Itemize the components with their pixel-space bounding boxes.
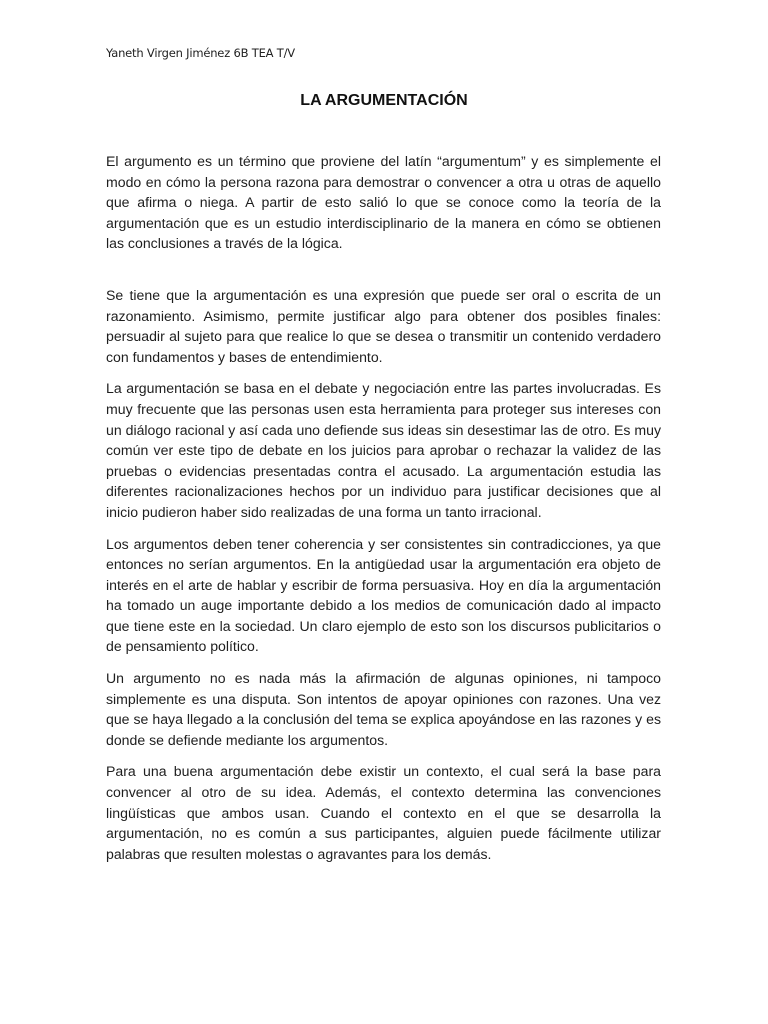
document-title: LA ARGUMENTACIÓN [300, 92, 468, 109]
author-line: Yaneth Virgen Jiménez 6B TEA T/V [106, 46, 295, 60]
paragraph-1: El argumento es un término que proviene del latín “argumentum” y es simplemente el modo en cómo la persona razona para demostrar o convencer a otra u otras de aquello que afirma o niega. A partir de esto salió lo que se conoce como la teoría de la argumentación que es un estudio interdisciplinario de la manera en cómo se obtienen las conclusiones a través de la lógica. [106, 153, 661, 252]
paragraph-6: Para una buena argumentación debe existir un contexto, el cual será la base para convencer al otro de su idea. Además, el contexto determina las convenciones lingüísticas que ambos usan. Cuando el contexto en el que se desarrolla la argumentación, no es común a sus participantes, alguien puede fácilmente utilizar palabras que resulten molestas o agravantes para los demás. [106, 763, 661, 862]
paragraph-3: La argumentación se basa en el debate y negociación entre las partes involucradas. Es muy frecuente que las personas usen esta herramienta para proteger sus intereses con un diálogo racional y así cada uno defiende sus ideas sin desestimar las de otro. Es muy común ver este tipo de debate en los juicios para aprobar o rechazar la validez de las pruebas o evidencias presentadas contra el acusado. La argumentación estudia las diferentes racionalizaciones hechos por un individuo para justificar decisiones que al inicio pudieron haber sido realizadas de una forma un tanto irracional. [106, 380, 661, 520]
paragraph-5: Un argumento no es nada más la afirmación de algunas opiniones, ni tampoco simplemente es una disputa. Son intentos de apoyar opiniones con razones. Una vez que se haya llegado a la conclusión del tema se explica apoyándose en las razones y es donde se defiende mediante los argumentos. [106, 670, 661, 748]
paragraph-2: Se tiene que la argumentación es una expresión que puede ser oral o escrita de un razonamiento. Asimismo, permite justificar algo para obtener dos posibles finales: persuadir al sujeto para que realice lo que se desea o transmitir un contenido verdadero con fundamentos y bases de entendimiento. [106, 286, 661, 365]
document-body [106, 151, 661, 875]
paragraph-4: Los argumentos deben tener coherencia y ser consistentes sin contradicciones, ya que entonces no serían argumentos. En la antigüedad usar la argumentación era objeto de interés en el arte de hablar y escribir de forma persuasiva. Hoy en día la argumentación ha tomado un auge importante debido a los medios de comunicación dado al impacto que tiene este en la sociedad. Un claro ejemplo de esto son los discursos publicitarios o de pensamiento político. [106, 535, 661, 655]
